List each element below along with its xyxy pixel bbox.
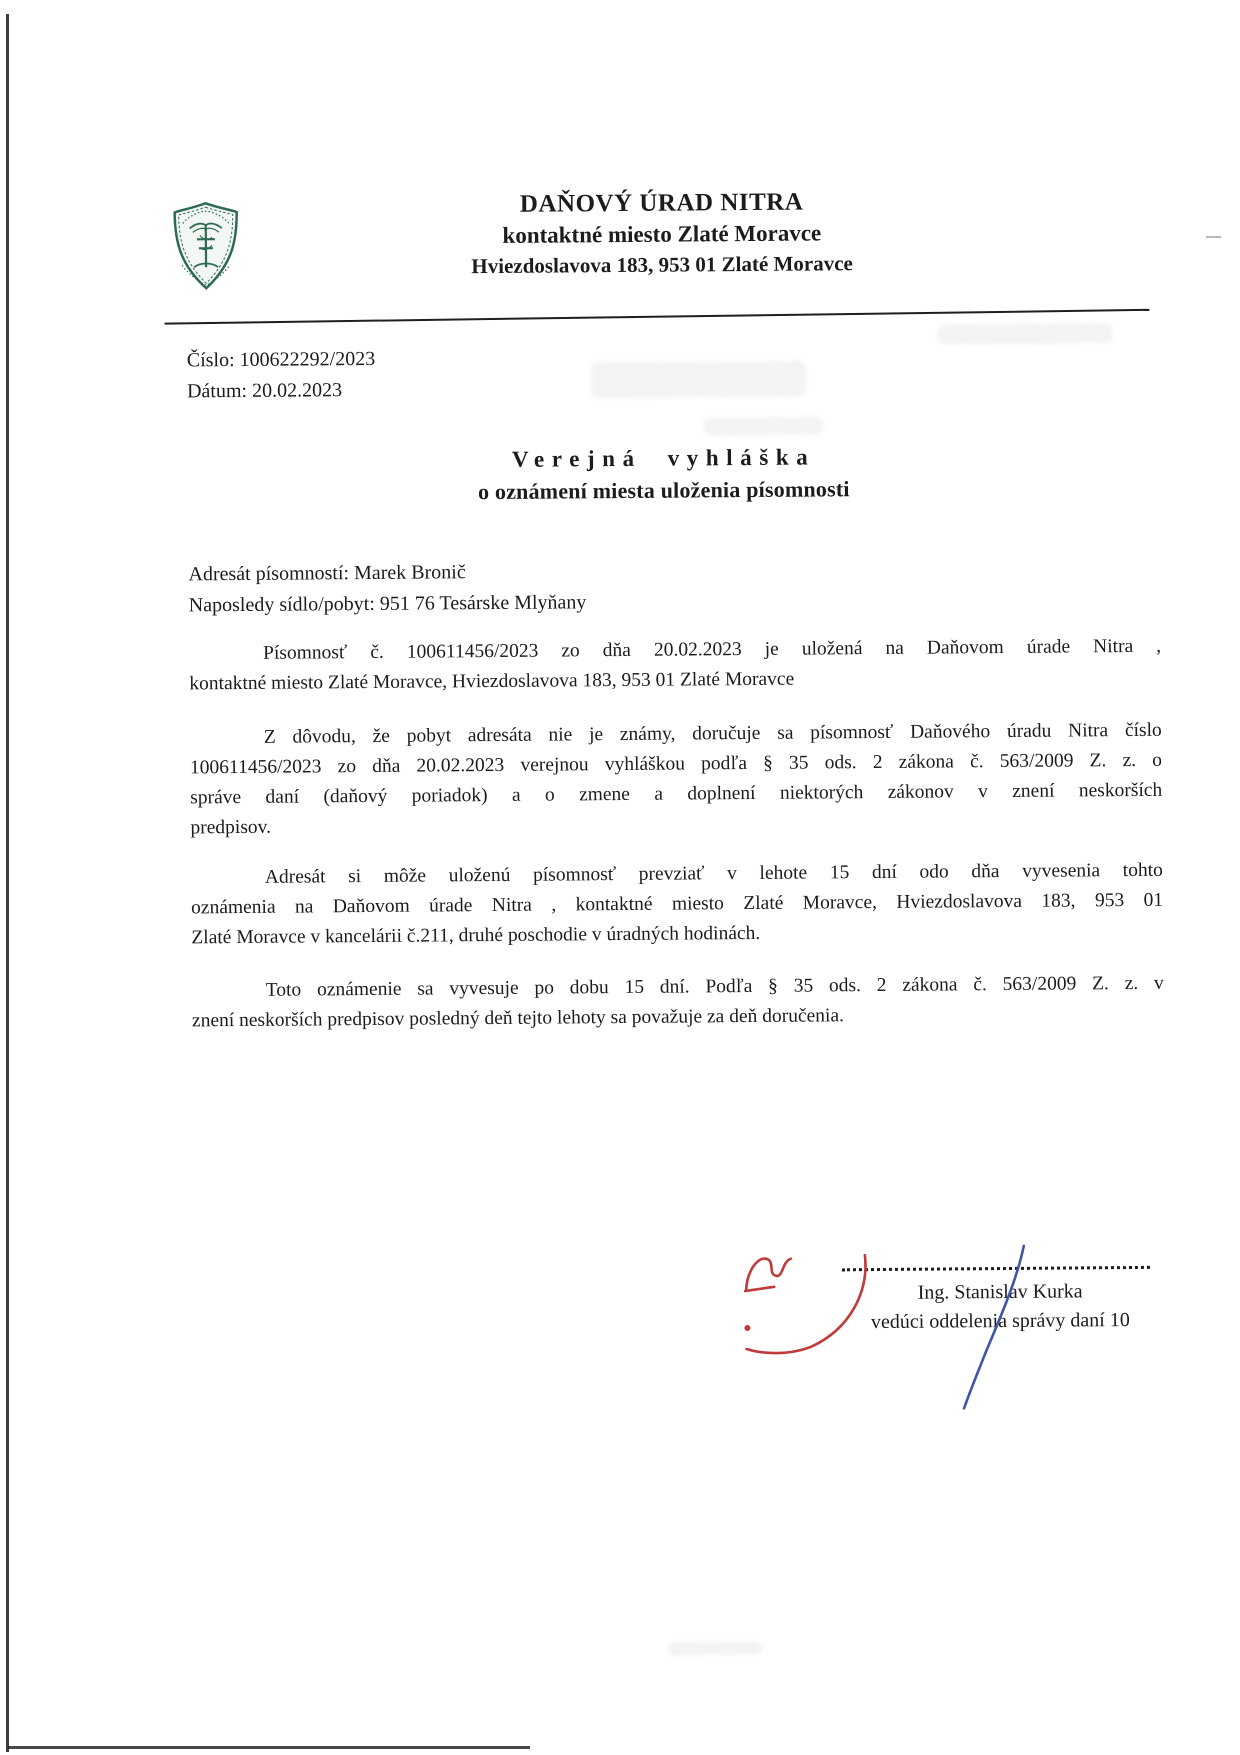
paragraph-line: oznámenia na Daňovom úrade Nitra , kontaktné miesto Zlaté Moravce, Hviezdoslavova 183, 953 01 (191, 889, 1164, 919)
scan-dash-artifact (1206, 236, 1221, 238)
paragraph-line: Z dôvodu, že pobyt adresáta nie je známy, doručuje sa písomnosť Daňového úradu Nitra číslo (263, 719, 1162, 748)
bleed-through-smudge (591, 361, 806, 399)
body-paragraph-1 (189, 632, 1161, 700)
signatory-role: vedúci oddelenia správy daní 10 (870, 1309, 1130, 1334)
office-address: Hviezdoslavova 183, 953 01 Zlaté Moravce (471, 251, 853, 279)
signature-dotted-line (842, 1252, 1150, 1271)
body-paragraph-3 (191, 856, 1164, 954)
bleed-through-smudge (703, 416, 823, 435)
residence-line: Naposledy sídlo/pobyt: 951 76 Tesárske Mlyňany (188, 591, 587, 617)
paragraph-line: Zlaté Moravce v kancelárii č.211, druhé poschodie v úradných hodinách. (191, 922, 761, 949)
notice-subheading: o oznámení miesta uloženia písomnosti (477, 476, 850, 505)
paragraph-line: Adresát si môže uloženú písomnosť prevziať v lehote 15 dní odo dňa vyvesenia tohto (264, 859, 1163, 888)
bleed-through-smudge (668, 1641, 763, 1656)
document-date: Dátum: 20.02.2023 (186, 379, 343, 403)
addressee-line: Adresát písomností: Marek Bronič (188, 561, 466, 586)
scan-edge-line-bottom (8, 1746, 530, 1749)
notice-heading: Verejná vyhláška (511, 444, 816, 472)
paragraph-line: Toto oznámenie sa vyvesuje po dobu 15 dní. Podľa § 35 ods. 2 zákona č. 563/2009 Z. z. v (265, 972, 1164, 1001)
body-paragraph-2 (190, 716, 1163, 844)
bleed-through-smudge (938, 323, 1113, 344)
document-meta (187, 344, 376, 407)
paragraph-line: kontaktné miesto Zlaté Moravce, Hviezdoslavova 183, 953 01 Zlaté Moravce (189, 668, 795, 695)
addressee-block (188, 556, 586, 621)
header-rule (165, 309, 1150, 325)
paragraph-line: správe daní (daňový poriadok) a o zmene a doplnení niektorých zákonov v znení neskorších (190, 779, 1163, 809)
paragraph-line: znení neskorších predpisov posledný deň tejto lehoty sa považuje za deň doručenia. (191, 1005, 845, 1032)
financial-administration-emblem-icon (170, 201, 243, 292)
paragraph-line: Písomnosť č. 100611456/2023 zo dňa 20.02.2023 je uložená na Daňovom úrade Nitra , (263, 635, 1162, 664)
letterhead (302, 187, 1023, 281)
body-paragraph-4 (192, 969, 1164, 1037)
office-title: DAŇOVÝ ÚRAD NITRA (519, 188, 804, 218)
scan-edge-line-left (6, 14, 9, 1752)
paragraph-line: predpisov. (190, 816, 272, 839)
signatory-name: Ing. Stanislav Kurka (917, 1280, 1083, 1304)
notice-title-block (304, 443, 1024, 507)
paragraph-line: 100611456/2023 zo dňa 20.02.2023 verejnou vyhláškou podľa § 35 ods. 2 zákona č. 563/2009 Z. z. o (189, 749, 1163, 779)
document-number: Číslo: 100622292/2023 (186, 347, 376, 372)
office-subtitle: kontaktné miesto Zlaté Moravce (502, 220, 822, 248)
